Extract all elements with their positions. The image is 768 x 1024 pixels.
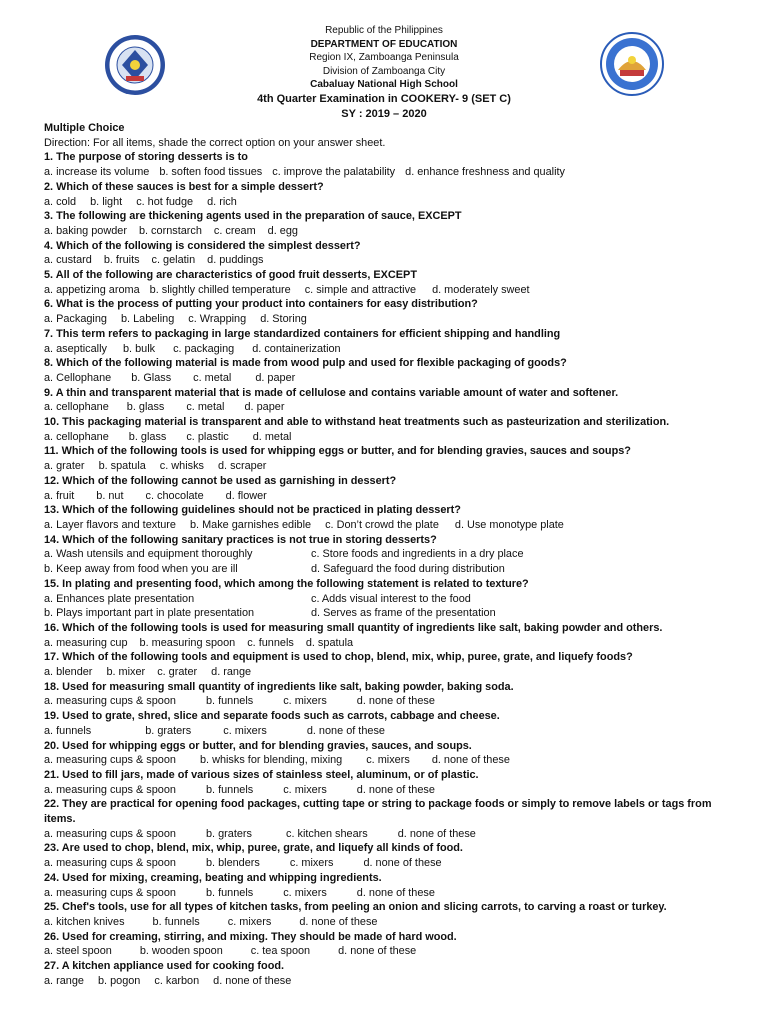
answer-option: a. funnels [44, 724, 92, 737]
answer-option: a. steel spoon [44, 945, 112, 958]
answer-option: c. funnels [247, 636, 294, 649]
option-row [44, 724, 744, 739]
option-row [44, 253, 744, 268]
answer-option: c. grater [157, 666, 198, 679]
answer-option: c. Don’t crowd the plate [325, 518, 439, 531]
answer-option: a. cellophane [44, 401, 109, 414]
answer-option: d. none of these [356, 783, 435, 796]
answer-option: c. packaging [173, 342, 235, 355]
answer-option: a. measuring cups & spoon [44, 886, 176, 899]
answer-option: d. rich [207, 195, 237, 208]
question-text: 8. Which of the following material is made from wood pulp and used for flexible packaging of goods? [44, 357, 567, 370]
option-row [44, 195, 744, 210]
option-row [44, 783, 744, 798]
answer-option: a. Layer flavors and texture [44, 518, 176, 531]
option-row [44, 606, 744, 621]
answer-option: b. Plays important part in plate presentation [44, 607, 255, 620]
question-text: 11. Which of the following tools is used for whipping eggs or butter, and for blending gravies, sauces and soups? [44, 445, 631, 458]
answer-option: d. Safeguard the food during distribution [311, 563, 505, 576]
answer-option: a. grater [44, 460, 85, 473]
answer-option: b. nut [96, 489, 124, 502]
option-row [44, 827, 744, 842]
answer-option: c. kitchen shears [286, 827, 368, 840]
question-text: 17. Which of the following tools and equipment is used to chop, blend, mix, whip, puree, grate, and liquefy foods? [44, 651, 633, 664]
question-text: 19. Used to grate, shred, slice and separate foods such as carrots, cabbage and cheese. [44, 710, 500, 723]
answer-option: a. Cellophane [44, 371, 112, 384]
question-text: 15. In plating and presenting food, which among the following statement is related to texture? [44, 577, 529, 590]
answer-option: c. improve the palatability [272, 166, 396, 179]
answer-option: c. gelatin [151, 254, 196, 267]
question-text: 26. Used for creaming, stirring, and mixing. They should be made of hard wood. [44, 930, 457, 943]
answer-option: b. funnels [205, 695, 254, 708]
answer-option: a. kitchen knives [44, 915, 125, 928]
question-text: 6. What is the process of putting your product into containers for easy distribution? [44, 298, 478, 311]
question-text: 5. All of the following are characteristics of good fruit desserts, EXCEPT [44, 269, 417, 282]
question-text: 20. Used for whipping eggs or butter, and for blending gravies, sauces, and soups. [44, 739, 472, 752]
answer-option: d. none of these [338, 945, 417, 958]
answer-option: d. none of these [306, 724, 385, 737]
answer-option: b. whisks for blending, mixing [199, 754, 343, 767]
answer-option: b. measuring spoon [139, 636, 236, 649]
answer-option: b. Keep away from food when you are ill [44, 563, 238, 576]
answer-option: c. plastic [186, 430, 229, 443]
question-text: 3. The following are thickening agents used in the preparation of sauce, EXCEPT [44, 210, 462, 223]
answer-option: c. metal [193, 371, 232, 384]
answer-option: d. moderately sweet [432, 283, 530, 296]
question-text: 4. Which of the following is considered the simplest dessert? [44, 239, 361, 252]
option-row [44, 592, 744, 607]
option-row [44, 400, 744, 415]
answer-option: a. appetizing aroma [44, 283, 140, 296]
answer-option: a. range [44, 974, 84, 987]
answer-option: c. metal [186, 401, 225, 414]
section-title: Multiple Choice [44, 122, 125, 134]
answer-option: d. none of these [356, 886, 435, 899]
question-list [44, 150, 744, 988]
answer-option: c. karbon [154, 974, 200, 987]
answer-option: d. egg [267, 224, 298, 237]
school-year: SY : 2019 – 2020 [341, 107, 427, 120]
answer-option: c. Adds visual interest to the food [311, 592, 471, 605]
answer-option: c. hot fudge [136, 195, 194, 208]
answer-option: a. cold [44, 195, 77, 208]
option-row [44, 342, 744, 357]
answer-option: c. Wrapping [188, 313, 247, 326]
answer-option: a. measuring cup [44, 636, 128, 649]
answer-option: d. spatula [305, 636, 354, 649]
answer-option: a. blender [44, 666, 93, 679]
question-text: 13. Which of the following guidelines should not be practiced in plating dessert? [44, 504, 461, 517]
exam-content [44, 121, 744, 988]
answer-option: b. Labeling [120, 313, 175, 326]
answer-option: a. cellophane [44, 430, 109, 443]
question-text: 12. Which of the following cannot be used as garnishing in dessert? [44, 474, 397, 487]
answer-option: c. Store foods and ingredients in a dry place [311, 548, 524, 561]
answer-option: b. Glass [131, 371, 172, 384]
answer-option: b. mixer [106, 666, 146, 679]
answer-option: c. mixers [283, 783, 327, 796]
answer-option: b. blenders [205, 857, 260, 870]
answer-option: b. soften food tissues [159, 166, 263, 179]
option-row [44, 371, 744, 386]
answer-option: a. baking powder [44, 224, 127, 237]
division-line: Division of Zamboanga City [322, 65, 446, 77]
question-text: 7. This term refers to packaging in large standardized containers for efficient shipping and handling [44, 327, 561, 340]
answer-option: d. none of these [363, 857, 442, 870]
question-text: 18. Used for measuring small quantity of ingredients like salt, baking powder, baking soda. [44, 680, 514, 693]
exam-title: 4th Quarter Examination in COOKERY- 9 (SET C) [257, 92, 511, 105]
answer-option: a. Enhances plate presentation [44, 592, 195, 605]
answer-option: d. puddings [207, 254, 264, 267]
question-text: 24. Used for mixing, creaming, beating and whipping ingredients. [44, 871, 382, 884]
answer-option: a. measuring cups & spoon [44, 754, 176, 767]
answer-option: c. chocolate [145, 489, 204, 502]
question-text: 22. They are practical for opening food packages, cutting tape or string to package foods or simply to remove labels or tags from items. [44, 798, 712, 826]
answer-option: d. none of these [356, 695, 435, 708]
answer-option: b. wooden spoon [139, 945, 223, 958]
answer-option: b. pogon [97, 974, 141, 987]
answer-option: d. range [211, 666, 252, 679]
question-text: 9. A thin and transparent material that is made of cellulose and contains variable amount of water and softener. [44, 386, 619, 399]
answer-option: a. Wash utensils and equipment thoroughly [44, 548, 253, 561]
question-text: 25. Chef's tools, use for all types of kitchen tasks, from peeling an onion and slicing carrots, to carving a roast or turkey. [44, 901, 667, 914]
answer-option: d. paper [244, 401, 285, 414]
answer-option: d. enhance freshness and quality [405, 166, 565, 179]
option-row [44, 886, 744, 901]
answer-option: d. none of these [397, 827, 476, 840]
answer-option: b. graters [205, 827, 252, 840]
answer-option: d. Storing [260, 313, 307, 326]
option-row [44, 915, 744, 930]
option-row [44, 856, 744, 871]
answer-option: b. funnels [205, 783, 254, 796]
answer-option: d. none of these [213, 974, 292, 987]
department-line: DEPARTMENT OF EDUCATION [310, 38, 458, 50]
option-row [44, 665, 744, 680]
option-row [44, 165, 744, 180]
answer-option: a. measuring cups & spoon [44, 827, 176, 840]
answer-option: b. glass [126, 401, 165, 414]
option-row [44, 518, 744, 533]
option-row [44, 944, 744, 959]
answer-option: c. simple and attractive [304, 283, 417, 296]
answer-option: a. increase its volume [44, 166, 150, 179]
answer-option: a. measuring cups & spoon [44, 857, 176, 870]
question-text: 27. A kitchen appliance used for cooking food. [44, 960, 285, 973]
answer-option: b. Make garnishes edible [189, 518, 312, 531]
answer-option: a. measuring cups & spoon [44, 783, 176, 796]
answer-option: c. cream [213, 224, 256, 237]
answer-option: c. tea spoon [250, 945, 311, 958]
republic-line: Republic of the Philippines [325, 25, 443, 36]
answer-option: b. slightly chilled temperature [149, 283, 291, 296]
answer-option: c. mixers [289, 857, 334, 870]
option-row [44, 753, 744, 768]
answer-option: d. none of these [299, 915, 378, 928]
answer-option: c. whisks [159, 460, 204, 473]
answer-option: b. graters [145, 724, 192, 737]
answer-option: d. paper [255, 371, 296, 384]
option-row [44, 224, 744, 239]
question-text: 16. Which of the following tools is used for measuring small quantity of ingredients like salt, baking powder and others. [44, 621, 663, 634]
school-line: Cabaluay National High School [310, 79, 458, 90]
question-text: 21. Used to fill jars, made of various sizes of stainless steel, aluminum, or of plastic. [44, 768, 479, 781]
answer-option: d. flower [225, 489, 267, 502]
option-row [44, 547, 744, 562]
question-text: 2. Which of these sauces is best for a simple dessert? [44, 180, 324, 193]
option-row [44, 312, 744, 327]
option-row [44, 636, 744, 651]
answer-option: d. metal [252, 430, 292, 443]
option-row [44, 459, 744, 474]
answer-option: c. mixers [227, 915, 272, 928]
answer-option: b. fruits [103, 254, 140, 267]
answer-option: d. Serves as frame of the presentation [311, 607, 496, 620]
answer-option: a. fruit [44, 489, 75, 502]
option-row [44, 694, 744, 709]
answer-option: d. none of these [431, 754, 510, 767]
option-row [44, 489, 744, 504]
answer-option: a. aseptically [44, 342, 107, 355]
answer-option: b. funnels [205, 886, 254, 899]
option-row [44, 562, 744, 577]
question-text: 10. This packaging material is transparent and able to withstand heat treatments such as pasteurization and sterilization. [44, 416, 670, 429]
answer-option: c. mixers [283, 886, 327, 899]
answer-option: b. light [90, 195, 123, 208]
answer-option: b. spatula [98, 460, 146, 473]
question-text: 14. Which of the following sanitary practices is not true in storing desserts? [44, 533, 437, 546]
exam-header [0, 24, 768, 122]
answer-option: c. mixers [223, 724, 267, 737]
direction-text: Direction: For all items, shade the correct option on your answer sheet. [44, 136, 386, 149]
answer-option: b. cornstarch [138, 224, 202, 237]
answer-option: d. scraper [217, 460, 267, 473]
question-text: 1. The purpose of storing desserts is to [44, 151, 248, 164]
region-line: Region IX, Zamboanga Peninsula [309, 52, 459, 63]
answer-option: c. mixers [283, 695, 327, 708]
answer-option: b. glass [128, 430, 167, 443]
answer-option: a. custard [44, 254, 92, 267]
option-row [44, 974, 744, 989]
answer-option: a. Packaging [44, 313, 107, 326]
question-text: 23. Are used to chop, blend, mix, whip, puree, grate, and liquefy all kinds of food. [44, 842, 463, 855]
answer-option: a. measuring cups & spoon [44, 695, 176, 708]
answer-option: c. mixers [366, 754, 410, 767]
answer-option: b. bulk [122, 342, 156, 355]
option-row [44, 283, 744, 298]
answer-option: d. containerization [252, 342, 341, 355]
option-row [44, 430, 744, 445]
answer-option: d. Use monotype plate [454, 518, 564, 531]
answer-option: b. funnels [152, 915, 200, 928]
